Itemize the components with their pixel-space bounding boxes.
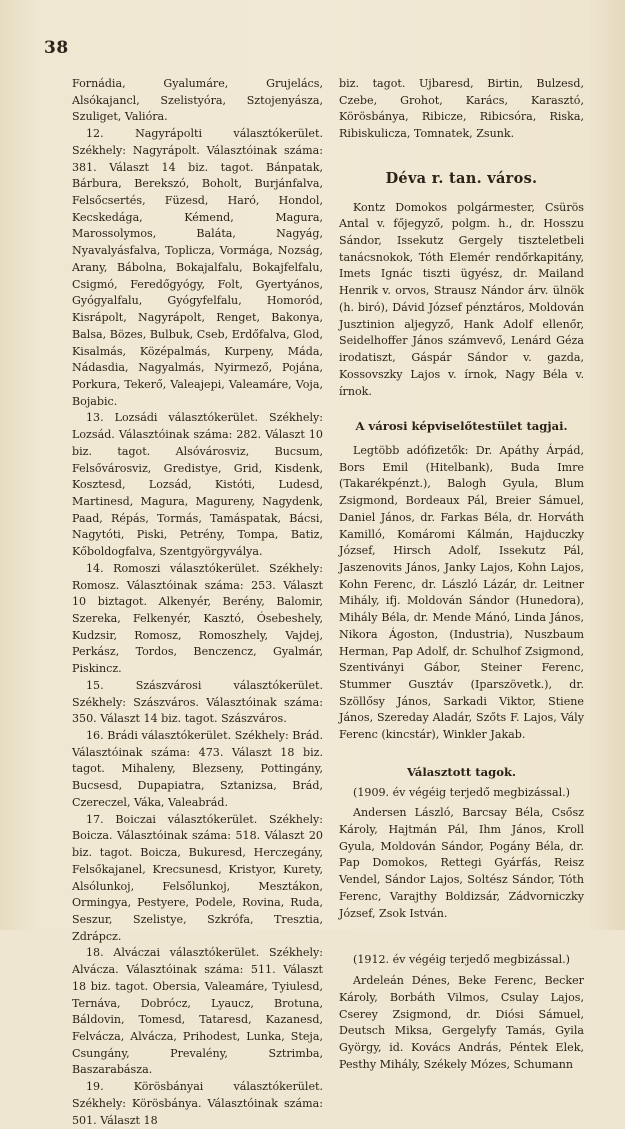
district-15-paragraph: 15. Szászvárosi választókerület. Székhely: Szászváros. Választóinak száma: 350. Választ 14 biz. tagot. Szászváros. <box>72 678 323 726</box>
district-16-paragraph: 16. Brádi választókerület. Székhely: Brád. Választóinak száma: 473. Választ 18 biz. tagot. Mihaleny, Blezseny, Pottingány, Bucsesd, Dupapiatra, Sztanizsa, Brád, Czereczel, Váka, Valeabrád. <box>72 729 323 809</box>
council-title: A városi képviselőtestület tagjai. <box>355 419 568 434</box>
elected-title: Választott tagok. <box>406 764 517 779</box>
elected-1909-paragraph: Andersen László, Barcsay Béla, Csősz Károly, Hajtmán Pál, Ihm János, Kroll Gyula, Moldován Sándor, Pogány Béla, dr. Pap Domokos, Rettegi Gyárfás, Reisz Vendel, Sándor Lajos, Soltész Sándor, Tóth Ferenc, Varajthy Boldizsár, Zádvorniczky József, Zsok István. <box>339 806 584 920</box>
council-paragraph: Legtöbb adófizetők: Dr. Apáthy Árpád, Bors Emil (Hitelbank), Buda Imre (Takarékpénzt.), Balogh Gyula, Blum Zsigmond, Bordeaux Pál, Breier Sámuel, Daniel János, dr. Farkas Béla, dr. Horváth Kamilló, Komáromi Kálmán, Hajduczky József, Hirsch Adolf, Issekutz Pál, Jaszenovits János, Janky Lajos, Kohn Lajos, Kohn Ferenc, dr. László Lázár, dr. Leitner Mihály, ifj. Moldován Sándor (Hunedora), Mihály Béla, dr. Mende Mánó, Linda János, Nikora Ágoston, (Industria), Nuszbaum Herman, Pap Adolf, dr. Schulhof Zsigmond, Szentiványi Gábor, Steiner Ferenc, Stummer Gusztáv (Iparszövetk.), dr. Szöllősy János, Sarkadi Viktor, Stiene János, Szereday Aladár, Szőts F. Lajos, Vály Ferenc (kincstár), Winkler Jakab. <box>339 443 584 742</box>
page-number: 38 <box>44 38 69 58</box>
term-note-1909: (1909. év végéig terjedő megbizással.) <box>353 785 570 799</box>
district-13-paragraph: 13. Lozsádi választókerület. Székhely: Lozsád. Választóinak száma: 282. Választ 10 biz. tagot. Alsóvárosviz, Bucsum, Felsővárosviz, Gredistye, Grid, Kisdenk, Kosztesd, Lozsád, Kistóti, Ludesd, Martinesd, Magura, Magureny, Nagydenk, Paad, Répás, Tormás, Tamáspatak, Bácsi, Nagytóti, Piski, Petrény, Tompa, Batiz, Kőboldogfalva, Szentgyörgyválya. <box>72 411 323 559</box>
district-18-paragraph: 18. Alváczai választókerület. Székhely: Alvácza. Választóinak száma: 511. Választ 18 biz. tagot. Obersia, Valeamáre, Tyiulesd, Ternáva, Dobrócz, Lyaucz, Brotuna, Báldovin, Tomesd, Tataresd, Kazanesd, Felvácza, Alvácza, Prihodest, Lunka, Steja, Csungány, Prevalény, Sztrimba, Baszarabásza. <box>72 946 323 1077</box>
elected-1912-paragraph: Ardeleán Dénes, Beke Ferenc, Becker Károly, Borbáth Vilmos, Csulay Lajos, Cserey Zsigmond, dr. Diósi Sámuel, Deutsch Miksa, Gergelyfy Tamás, Gyila György, id. Kovács András, Péntek Elek, Pesthy Mihály, Székely Mózes, Schumann <box>339 974 584 1071</box>
paragraph: Fornádia, Gyalumáre, Grujelács, Alsókajancl, Szelistyóra, Sztojenyásza, Szuliget, Valióra. <box>72 77 323 124</box>
left-column <box>72 76 323 1129</box>
term-note-1912: (1912. év végéig terjedő megbizással.) <box>353 953 570 967</box>
district-19-paragraph: 19. Körösbányai választókerület. Székhely: Körösbánya. Választóinak száma: 501. Választ 18 <box>72 1080 323 1127</box>
right-column <box>339 76 584 1073</box>
district-12-paragraph: 12. Nagyrápolti választókerület. Székhely: Nagyrápolt. Választóinak száma: 381. Választ 14 biz. tagot. Bánpatak, Bárbura, Berekszó, Boholt, Burjánfalva, Felsőcsertés, Füzesd, Haró, Hondol, Kecskedága, Kémend, Magura, Marossolymos, Baláta, Nagyág, Nyavalyásfalva, Toplicza, Vormága, Nozság, Arany, Bábolna, Bokajalfalu, Bokajfelfalu, Csigmó, Feredőgyógy, Folt, Gyertyános, Gyógyalfalu, Gyógyfelfalu, Homoród, Kisrápolt, Nagyrápolt, Renget, Bakonya, Balsa, Bözes, Bulbuk, Cseb, Erdőfalva, Glod, Kisalmás, Középalmás, Kurpeny, Máda, Nádasdia, Nagyalmás, Nyirmező, Pojána, Porkura, Tekerő, Valeajepi, Valeamáre, Voja, Bojabic. <box>72 127 323 408</box>
district-17-paragraph: 17. Boiczai választókerület. Székhely: Boicza. Választóinak száma: 518. Választ 20 biz. tagot. Boicza, Bukuresd, Herczegány, Felsőkajanel, Krecsunesd, Kristyor, Kurety, Alsólunkoj, Felsőlunkoj, Mesztákon, Ormingya, Pestyere, Podele, Rovina, Ruda, Seszur, Szelistye, Szkrófa, Tresztia, Zdrápcz. <box>72 812 323 943</box>
district-14-paragraph: 14. Romoszi választókerület. Székhely: Romosz. Választóinak száma: 253. Választ 10 biztagot. Alkenyér, Berény, Balomir, Szereka, Felkenyér, Kasztó, Ósebeshely, Kudzsir, Romosz, Romoszhely, Vajdej, Perkász, Tordos, Benczencz, Gyalmár, Piskincz. <box>72 561 323 676</box>
section-title: Déva r. tan. város. <box>385 169 538 187</box>
continuation-paragraph: biz. tagot. Ujbaresd, Birtin, Bulzesd, Czebe, Grohot, Karács, Karasztó, Körösbánya, Ribicze, Ribicsóra, Riska, Ribiskulicza, Tomnatek, Zsunk. <box>339 77 584 141</box>
officials-paragraph: Kontz Domokos polgármester, Csürös Antal v. főjegyző, polgm. h., dr. Hosszu Sándor, Issekutz Gergely tiszteletbeli tanácsnokok, Tóth Elemér rendőrkapitány, Imets Ignác tiszti ügyész, dr. Mailand Henrik v. orvos, Strausz Nándor árv. ülnök (h. biró), Dávid József pénztáros, Moldován Jusztinion aljegyző, Hank Adolf ellenőr, Seidelhoffer János számvevő, Lenárd Géza irodatiszt, Gáspár Sándor v. gazda, Kossovszky Lajos v. írnok, Nagy Béla v. írnok. <box>339 200 584 398</box>
